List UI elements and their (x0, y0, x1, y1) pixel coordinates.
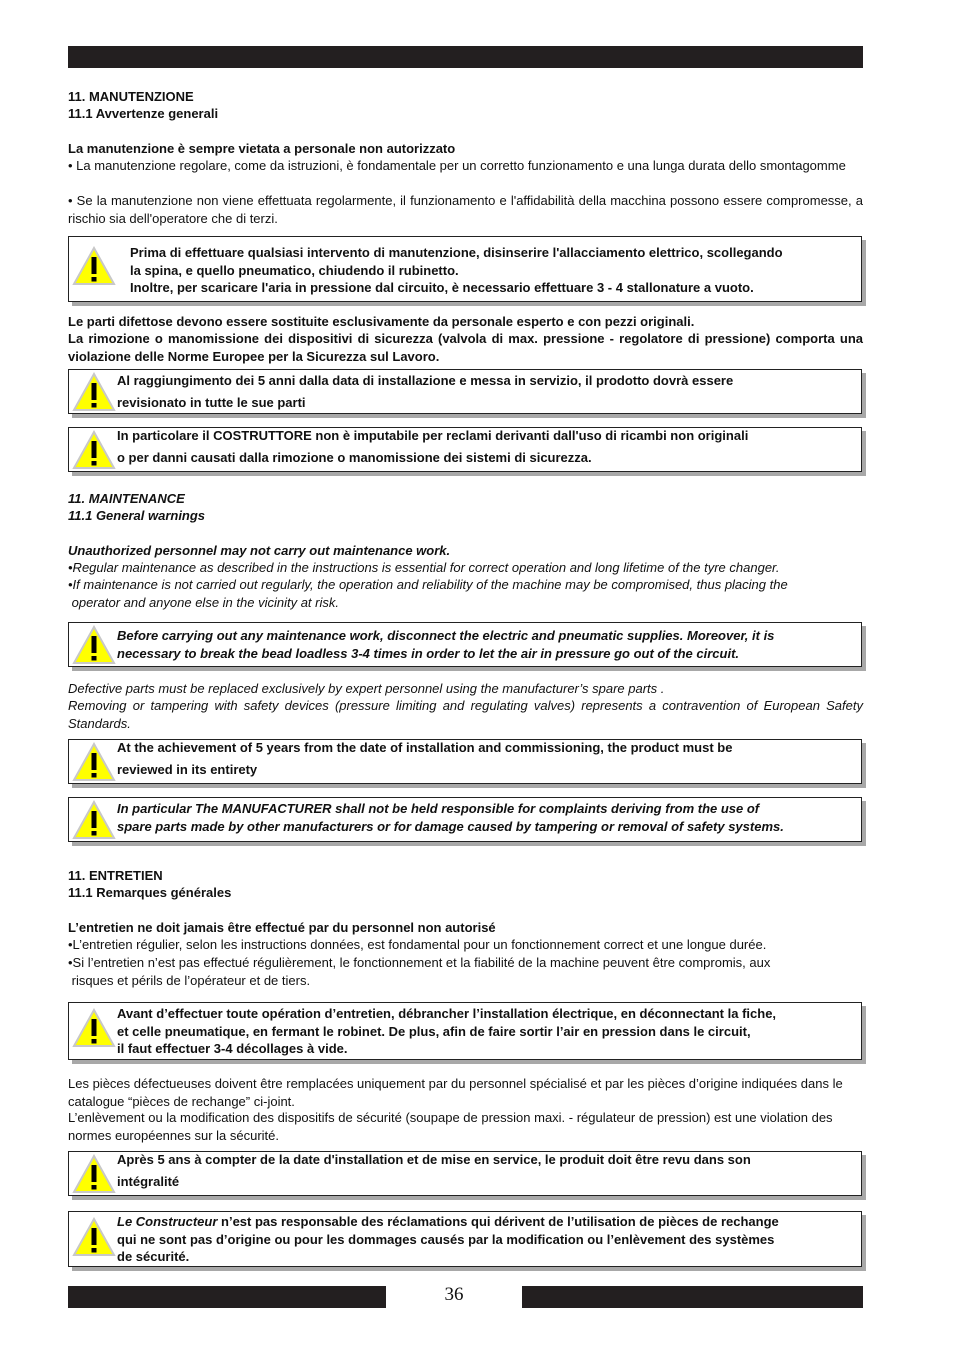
fr-warning-3-line-1: n’est pas responsable des réclamations qui dérivent de l’utilisation de pièces de rechange (217, 1214, 779, 1229)
it-subheading: 11.1 Avvertenze generali (68, 106, 219, 121)
en-bullet-2-line-1: •If maintenance is not carried out regularly, the operation and reliability of the machine may be compromised, thus placing the (68, 577, 788, 592)
warning-icon (72, 742, 116, 782)
fr-bullet-2 (68, 954, 863, 989)
en-para-2: Removing or tampering with safety devices (pressure limiting and regulating valves) represents a contravention of European Safety Standards. (68, 698, 863, 731)
it-warning-1-line-3: Inoltre, per scaricare l'aria in pressione dal circuito, è necessario effettuare 3 - 4 stallonature a vuoto. (130, 280, 754, 295)
warning-icon (72, 1217, 116, 1257)
warning-icon (72, 430, 116, 470)
warning-icon (72, 246, 116, 286)
fr-warning-1-line-2: et celle pneumatique, en fermant le robinet. De plus, afin de faire sortir l’air en pression dans le circuit, (117, 1023, 751, 1039)
en-warning-1-line-2: necessary to break the bead loadless 3-4 times in order to let the air in pressure go out of the circuit. (117, 645, 740, 661)
it-warning-3-line-1: In particolare il COSTRUTTORE non è imputabile per reclami derivanti dall'uso di ricambi non originali (117, 428, 749, 443)
fr-para-2: L’enlèvement ou la modification des dispositifs de sécurité (soupape de pression maxi. - régulateur de pression) est une violation des normes européennes sur la sécurité. (68, 1110, 833, 1143)
fr-heading: 11. ENTRETIEN (68, 868, 163, 883)
it-warning-3-line-2: o per danni causati dalla rimozione o manomissione dei sistemi di sicurezza. (117, 450, 592, 465)
fr-bullet-2-line-1: •Si l’entretien n’est pas effectué régulièrement, le fonctionnement et la fiabilité de la machine peuvent être compromis, aux (68, 955, 771, 970)
it-warning-1-line-1: Prima di effettuare qualsiasi intervento di manutenzione, disinserire l'allacciamento elettrico, scollegando (130, 245, 783, 260)
fr-lead: L’entretien ne doit jamais être effectué par du personnel non autorisé (68, 920, 496, 935)
it-warning-box-3 (68, 427, 862, 472)
fr-warning-1-line-1: Avant d’effectuer toute opération d’entretien, débrancher l’installation électrique, en déconnectant la fiche, (117, 1006, 777, 1021)
it-para-1: Le parti difettose devono essere sostituite esclusivamente da personale esperto e con pezzi originali. (68, 314, 695, 329)
warning-icon (72, 1154, 116, 1194)
it-warning-1-line-2: la spina, e quello pneumatico, chiudendo il rubinetto. (130, 262, 459, 278)
fr-warning-3-constructor: Le Constructeur (117, 1214, 218, 1229)
en-warning-box-2 (68, 739, 862, 784)
en-warning-box-3 (68, 797, 862, 842)
fr-warning-box-1 (68, 1002, 862, 1060)
it-lead: La manutenzione è sempre vietata a personale non autorizzato (68, 141, 456, 156)
en-bullet-2 (68, 576, 863, 611)
en-heading: 11. MAINTENANCE (68, 491, 185, 506)
fr-para-1: Les pièces défectueuses doivent être remplacées uniquement par du personnel spécialisé et par les pièces d’origine indiquées dans le catalogue “pièces de rechange” ci-joint. (68, 1076, 843, 1109)
en-warning-box-1 (68, 622, 862, 667)
it-bullet-1: • La manutenzione regolare, come da istruzioni, è fondamentale per un corretto funzionamento e una lunga durata dello smontagomme (68, 158, 846, 173)
fr-warning-3-line-2: qui ne sont pas d’origine ou pour les dommages causés par la modification ou l’enlèvement des systèmes (117, 1231, 775, 1247)
en-bullet-1: •Regular maintenance as described in the instructions is essential for correct operation and long lifetime of the tyre changer. (68, 560, 780, 575)
en-lead: Unauthorized personnel may not carry out maintenance work. (68, 543, 451, 558)
fr-warning-2-line-1: Après 5 ans à compter de la date d'installation et de mise en service, le produit doit être revu dans son (117, 1152, 751, 1167)
it-warning-box-2 (68, 369, 862, 414)
header-bar (68, 46, 863, 68)
warning-icon (72, 625, 116, 665)
en-bullet-2-line-2: operator and anyone else in the vicinity at risk. (68, 594, 339, 610)
en-subheading: 11.1 General warnings (68, 508, 206, 523)
page-number: 36 (444, 1284, 464, 1305)
fr-bullet-1: •L’entretien régulier, selon les instructions données, est fondamental pour un fonctionnement correct et une longue durée. (68, 937, 767, 952)
fr-warning-2-line-2: intégralité (117, 1174, 180, 1189)
it-bullet-2: • Se la manutenzione non viene effettuata regolarmente, il funzionamento e l'affidabilità della macchina possono essere compromesse, a rischio sia dell'operatore che di terzi. (68, 193, 863, 226)
fr-warning-3-line-3: de sécurité. (117, 1249, 190, 1264)
en-warning-3-line-2: spare parts made by other manufacturers or for damage caused by tampering or removal of safety systems. (117, 818, 784, 834)
it-warning-2-line-2: revisionato in tutte le sue parti (117, 395, 306, 410)
fr-warning-box-2 (68, 1151, 862, 1196)
footer-bar-right (522, 1286, 863, 1308)
fr-subheading: 11.1 Remarques générales (68, 885, 232, 900)
warning-icon (72, 800, 116, 840)
fr-warning-box-3 (68, 1211, 862, 1267)
en-warning-3-line-1: In particular The MANUFACTURER shall not be held responsible for complaints deriving from the use of (117, 801, 760, 816)
footer-bar-left (68, 1286, 386, 1308)
warning-icon (72, 1008, 116, 1048)
it-para-2: La rimozione o manomissione dei dispositivi di sicurezza (valvola di max. pressione - regolatore di pressione) comporta una violazione delle Norme Europee per la Sicurezza sul Lavoro. (68, 331, 863, 364)
fr-warning-1-line-3: il faut effectuer 3-4 décollages à vide. (117, 1041, 348, 1056)
en-warning-2-line-1: At the achievement of 5 years from the date of installation and commissioning, the product must be (117, 740, 733, 755)
it-warning-box-1 (68, 236, 862, 302)
en-para-1: Defective parts must be replaced exclusively by expert personnel using the manufacturer’s spare parts . (68, 681, 665, 696)
fr-bullet-2-line-2: risques et périls de l’opérateur et de tiers. (68, 972, 311, 988)
warning-icon (72, 372, 116, 412)
it-heading: 11. MANUTENZIONE (68, 89, 194, 104)
it-warning-2-line-1: Al raggiungimento dei 5 anni dalla data di installazione e messa in servizio, il prodotto dovrà essere (117, 373, 734, 388)
en-warning-2-line-2: reviewed in its entirety (117, 762, 258, 777)
en-warning-1-line-1: Before carrying out any maintenance work, disconnect the electric and pneumatic supplies. Moreover, it is (117, 628, 775, 643)
